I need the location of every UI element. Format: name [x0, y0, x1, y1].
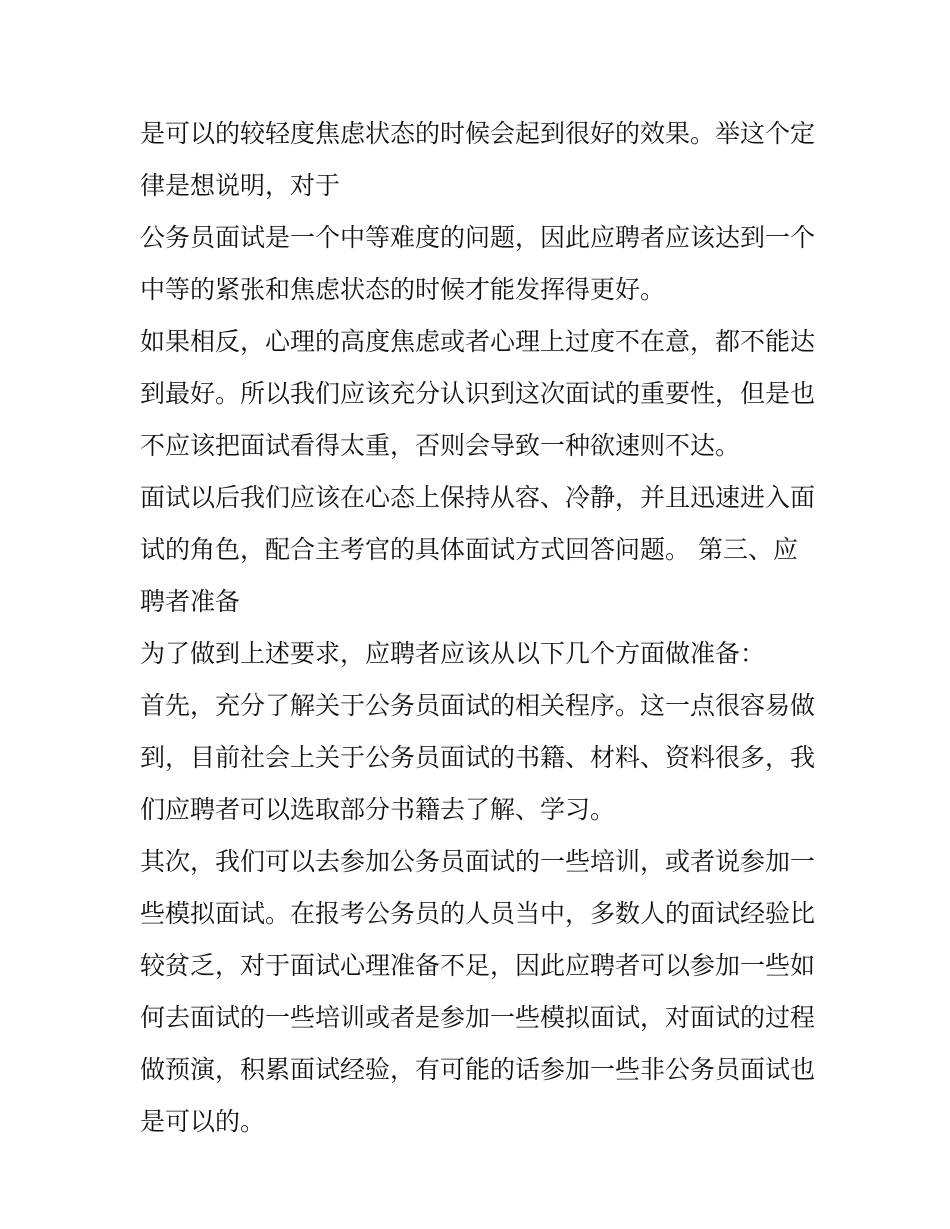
document-body	[140, 108, 820, 1148]
text-line: 到，目前社会上关于公务员面试的书籍、材料、资料很多，我	[140, 743, 816, 772]
text-line: 较贫乏，对于面试心理准备不足，因此应聘者可以参加一些如	[140, 951, 816, 980]
text-line: 其次，我们可以去参加公务员面试的一些培训，或者说参加一	[140, 847, 816, 876]
text-line: 中等的紧张和焦虑状态的时候才能发挥得更好。	[140, 275, 666, 304]
text-line: 试的角色，配合主考官的具体面试方式回答问题。 第三、应	[140, 535, 798, 564]
text-line: 些模拟面试。在报考公务员的人员当中，多数人的面试经验比	[140, 899, 816, 928]
paragraph	[140, 108, 820, 212]
paragraph	[140, 316, 820, 472]
text-line: 何去面试的一些培训或者是参加一些模拟面试，对面试的过程	[140, 1003, 816, 1032]
text-line: 面试以后我们应该在心态上保持从容、冷静，并且迅速进入面	[140, 483, 816, 512]
text-line: 首先，充分了解关于公务员面试的相关程序。这一点很容易做	[140, 691, 816, 720]
paragraph	[140, 472, 820, 628]
text-line: 不应该把面试看得太重，否则会导致一种欲速则不达。	[140, 431, 741, 460]
text-line: 做预演，积累面试经验，有可能的话参加一些非公务员面试也	[140, 1055, 816, 1084]
paragraph	[140, 836, 820, 1148]
paragraph	[140, 212, 820, 316]
text-line: 聘者准备	[140, 587, 241, 616]
text-line: 是可以的。	[140, 1107, 266, 1136]
text-line: 是可以的较轻度焦虑状态的时候会起到很好的效果。举这个定	[140, 119, 816, 148]
text-line: 为了做到上述要求，应聘者应该从以下几个方面做准备：	[140, 639, 766, 668]
paragraph	[140, 680, 820, 836]
text-line: 如果相反，心理的高度焦虑或者心理上过度不在意，都不能达	[140, 327, 816, 356]
text-line: 们应聘者可以选取部分书籍去了解、学习。	[140, 795, 616, 824]
text-line: 公务员面试是一个中等难度的问题，因此应聘者应该达到一个	[140, 223, 816, 252]
text-line: 律是想说明，对于	[140, 171, 341, 200]
text-line: 到最好。所以我们应该充分认识到这次面试的重要性，但是也	[140, 379, 816, 408]
paragraph	[140, 628, 820, 680]
